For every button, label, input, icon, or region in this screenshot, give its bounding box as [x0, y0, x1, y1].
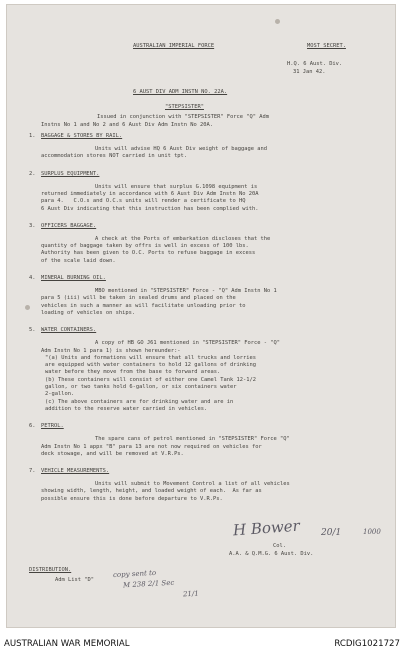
body-line: 2-gallon. [45, 391, 75, 398]
body-line: quantity of baggage taken by offrs is well in excess of 100 lbs. [41, 243, 249, 250]
body-line: showing width, length, height, and loaded weight of each. As far as [41, 488, 262, 495]
archive-source: AUSTRALIAN WAR MEMORIAL [4, 639, 130, 649]
intro-line: Issued in conjunction with "STEPSISTER" Force "Q" Adm [97, 114, 270, 120]
body-line: (b) These containers will consist of either one Camel Tank 12-1/2 [45, 376, 256, 383]
body-line: "(a) Units and formations will ensure that all trucks and lorries [45, 354, 256, 361]
section-number: 7. [29, 468, 36, 475]
body-line: Units will submit to Movement Control a list of all vehicles [95, 481, 290, 488]
classification: MOST SECRET. [307, 43, 346, 49]
section-heading: MINERAL BURNING OIL. [41, 275, 106, 281]
section-number: 4. [29, 275, 36, 281]
document-date: 31 Jan 42. [293, 69, 326, 75]
distribution-value: Adm List "D" [55, 577, 94, 583]
body-line: water before they move from the base to forward areas. [45, 369, 221, 376]
section-number: 6. [29, 423, 36, 430]
signature-rank: Col. [273, 543, 286, 549]
section-number: 5. [29, 327, 36, 334]
section-heading: OFFICERS BAGGAGE. [41, 222, 97, 229]
handwritten-number: 1000 [363, 528, 381, 536]
section-heading: WATER CONTAINERS. [41, 327, 97, 334]
body-line: A copy of HB GO J61 mentioned in "STEPSISTER" Force - "Q" [95, 340, 280, 347]
body-line: gallon, or two tanks hold 6-gallon, or six containers water [45, 384, 237, 390]
body-line: loading of vehicles on ships. [41, 309, 136, 316]
document-body [7, 5, 395, 627]
section-heading: BAGGAGE & STORES BY RAIL. [41, 133, 123, 139]
handwritten-note: 21/1 [182, 589, 199, 599]
body-line: vehicles in such a manner as will facilitate unloading prior to [41, 302, 246, 309]
section-heading: VEHICLE MEASUREMENTS. [41, 468, 110, 475]
body-line: Units will advise HQ 6 Aust Div weight of baggage and [95, 146, 268, 152]
body-line: A check at the Ports of embarkation discloses that the [95, 235, 271, 242]
body-line: (c) The above containers are for drinking water and are in [45, 398, 234, 405]
document-page [6, 4, 396, 628]
body-line: Units will ensure that surplus G.1098 equipment is [95, 183, 258, 190]
section-heading: SURPLUS EQUIPMENT. [41, 170, 100, 177]
handwritten-note: copy sent to [112, 568, 157, 580]
body-line: possible ensure this is done before departure to V.R.Ps. [41, 495, 223, 502]
body-line: Adm Instn No 1 para 1) is shown hereunder:- [41, 347, 181, 354]
section-number: 1. [29, 133, 36, 139]
instruction-title: 6 AUST DIV ADM INSTN NO. 22A. [133, 89, 228, 95]
distribution-label: DISTRIBUTION. [29, 567, 72, 573]
body-line: 6 Aust Div indicating that this instruction has been complied with. [41, 205, 259, 212]
intro-line: Instns No 1 and No 2 and 6 Aust Div Adm Instn No 20A. [41, 121, 214, 128]
body-line: para 4. C.O.s and O.C.s units will render a certificate to HQ [41, 198, 246, 205]
body-line: deck stowage, and will be removed at V.R.Ps. [41, 450, 184, 457]
document-heading: AUSTRALIAN IMPERIAL FORCE [133, 43, 215, 49]
handwritten-note: M 238 2/1 Sec [122, 578, 175, 590]
record-id: RCDIG1021727 [334, 639, 400, 649]
body-line: The spare cans of petrol mentioned in "STEPSISTER" Force "Q" [95, 436, 290, 443]
body-line: accommodation stores NOT carried in unit tpt. [41, 153, 188, 160]
handwritten-date: 20/1 [321, 528, 342, 538]
body-line: are equipped with water containers to hold 12 gallons of drinking [45, 362, 256, 369]
body-line: returned immediately in accordance with 6 Aust Div Adm Instn No 20A [41, 190, 259, 197]
body-line: addition to the reserve water carried in vehicles. [45, 405, 208, 412]
hq-address: H.Q. 6 Aust. Div. [287, 61, 343, 67]
body-line: MBO mentioned in "STEPSISTER" Force - "Q" Adm Instn No 1 [95, 288, 277, 294]
signature-block: A.A. & Q.M.G. 6 Aust. Div. [229, 551, 314, 557]
section-number: 3. [29, 222, 36, 229]
body-line: para 5 (iii) will be taken in sealed drums and placed on the [41, 295, 236, 302]
body-line: Adm Instn No 1 appx "B" para 13 are not now required on vehicles for [41, 443, 262, 450]
body-line: of the scale laid down. [41, 257, 116, 264]
section-number: 2. [29, 170, 36, 177]
operation-name: "STEPSISTER" [165, 104, 204, 110]
body-line: Authority has been given to O.C. Ports to refuse baggage in excess [41, 250, 256, 257]
section-heading: PETROL. [41, 423, 64, 430]
archive-footer [0, 634, 404, 654]
handwritten-signature: H Bower [232, 516, 301, 540]
